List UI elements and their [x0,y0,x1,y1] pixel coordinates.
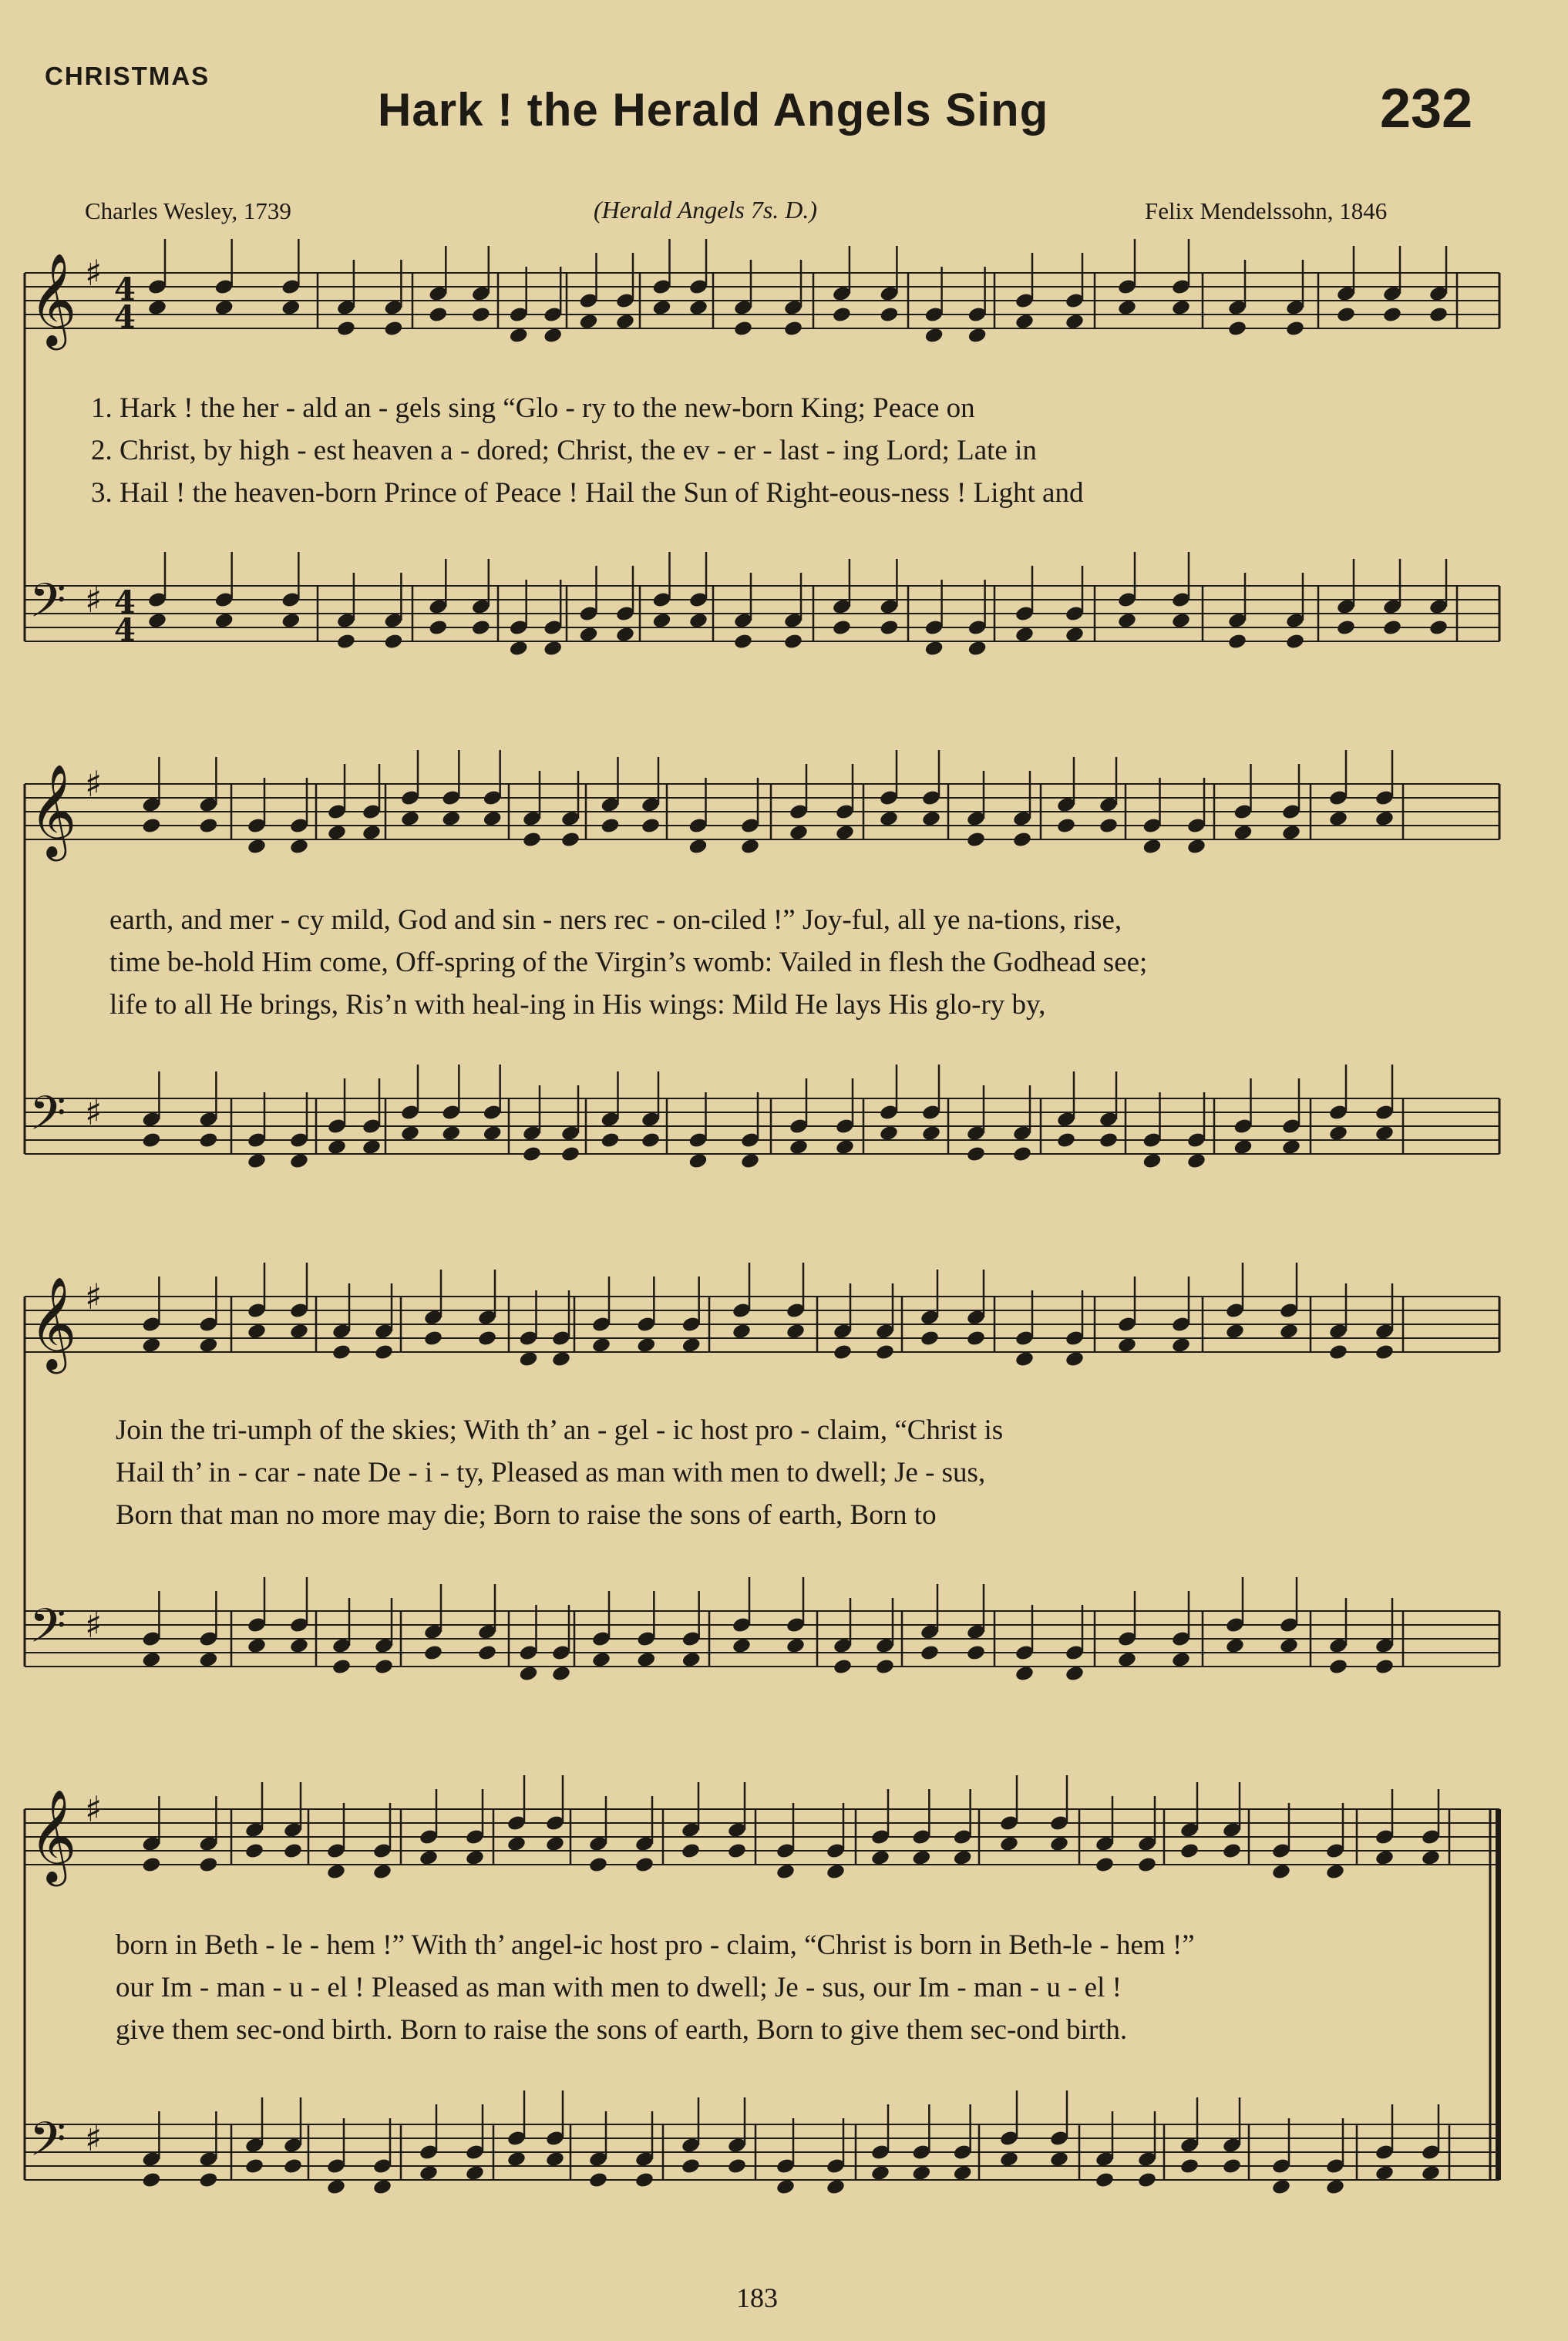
key-sharp: ♯ [85,1604,103,1646]
notehead [636,1651,656,1669]
notehead [214,612,234,630]
notehead [331,1344,352,1361]
notehead [591,1651,611,1669]
notehead [281,612,301,630]
notehead [953,1849,973,1867]
notehead [1233,824,1253,842]
notehead [247,1323,267,1340]
notehead [141,817,161,835]
notehead [1095,2171,1115,2189]
notehead [283,1842,303,1860]
notehead [331,1658,352,1676]
notehead [1056,817,1076,835]
notehead [543,640,563,658]
notehead [832,306,852,324]
notehead [141,1337,161,1354]
bass-clef: 𝄢 [29,1599,66,1665]
notehead [732,1323,752,1340]
notehead [1421,1849,1441,1867]
notehead [789,824,809,842]
notehead [1142,838,1162,856]
notehead [419,2164,439,2182]
notehead [1171,612,1191,630]
notehead [870,2164,890,2182]
notehead [198,817,218,835]
notehead [1428,619,1449,637]
composer-credit: Felix Mendelssohn, 1846 [1145,197,1388,224]
notehead [966,1330,986,1347]
notehead [483,1125,503,1142]
notehead [247,1637,267,1655]
notehead [214,299,234,317]
notehead [999,1835,1019,1853]
notehead [921,810,941,828]
notehead [1325,2178,1345,2196]
notehead [506,2151,527,2168]
notehead [789,1139,809,1156]
notehead [1065,626,1085,644]
notehead [1179,1842,1200,1860]
lyric-line: our Im - man - u - el ! Pleased as man with men to dwell; Je - sus, our Im - man - u - el ! [116,1972,1122,2003]
notehead [727,1842,747,1860]
notehead [641,817,661,835]
notehead [966,1644,986,1662]
notehead [372,1863,392,1881]
notehead [1375,1344,1395,1361]
bass-clef: 𝄢 [29,2112,66,2178]
notehead [999,2151,1019,2168]
notehead [1375,1658,1395,1676]
bass-clef: 𝄢 [29,1086,66,1152]
notehead [870,1849,890,1867]
notehead [1049,1835,1069,1853]
notehead [1186,838,1206,856]
notehead [879,619,899,637]
notehead [244,1842,264,1860]
treble-clef: 𝄞 [29,1276,77,1370]
notehead [1375,810,1395,828]
notehead [588,2171,608,2189]
notehead [615,626,635,644]
notehead [879,810,899,828]
notehead [733,633,753,651]
notehead [1328,1125,1348,1142]
notehead [506,1835,527,1853]
notehead [875,1344,895,1361]
notehead [551,1665,571,1683]
time-signature-bottom: 4 [114,612,136,648]
notehead [428,306,448,324]
key-sharp: ♯ [85,1788,103,1830]
notehead [419,1849,439,1867]
notehead [1328,1344,1348,1361]
page-number: 183 [736,2282,778,2313]
notehead [1049,2151,1069,2168]
notehead [776,1863,796,1881]
notehead [198,2171,218,2189]
notehead [1222,2158,1242,2175]
hymn-number: 232 [1380,78,1473,140]
notehead [826,1863,846,1881]
notehead [465,1849,485,1867]
notehead [588,1856,608,1874]
notehead [688,299,708,317]
notehead [147,612,167,630]
notehead [471,619,491,637]
notehead [1171,1337,1191,1354]
notehead [141,1856,161,1874]
notehead [591,1337,611,1354]
notehead [372,2178,392,2196]
notehead [1099,817,1119,835]
notehead [911,2164,931,2182]
notehead [400,810,420,828]
notehead [1285,320,1305,338]
author-credit: Charles Wesley, 1739 [85,197,291,224]
notehead [732,1637,752,1655]
notehead [1281,1139,1301,1156]
notehead [1271,1863,1291,1881]
notehead [681,1842,701,1860]
treble-clef: 𝄞 [29,763,77,857]
notehead [1117,299,1137,317]
notehead [966,831,986,849]
notehead [826,2178,846,2196]
notehead [688,612,708,630]
notehead [740,838,760,856]
notehead [465,2164,485,2182]
notehead [522,831,542,849]
notehead [578,626,598,644]
notehead [727,2158,747,2175]
notehead [560,831,580,849]
notehead [362,1139,382,1156]
notehead [244,2158,264,2175]
notehead [1014,1665,1035,1683]
notehead [428,619,448,637]
section-label: CHRISTMAS [45,62,210,90]
time-signature-top: 4 [114,271,136,308]
key-sharp: ♯ [85,1091,103,1133]
lyric-line: time be-hold Him come, Off-spring of the Virgin’s womb: Vailed in flesh the Godhead see; [109,947,1148,978]
notehead [1382,619,1402,637]
notehead [578,313,598,331]
notehead [1336,619,1356,637]
hymn-title: Hark ! the Herald Angels Sing [378,84,1049,136]
notehead [740,1152,760,1170]
notehead [920,1330,940,1347]
key-sharp: ♯ [85,252,103,294]
final-barline-thick [1496,1809,1501,2180]
notehead [1428,306,1449,324]
key-sharp: ♯ [85,579,103,621]
notehead [1065,313,1085,331]
notehead [247,1152,267,1170]
notehead [651,612,671,630]
notehead [681,1651,702,1669]
notehead [924,640,944,658]
notehead [688,838,708,856]
notehead [681,2158,701,2175]
notehead [1012,831,1032,849]
notehead [1336,306,1356,324]
notehead [283,2158,303,2175]
treble-clef: 𝄞 [29,252,77,346]
notehead [1117,612,1137,630]
lyric-line: earth, and mer - cy mild, God and sin - ners rec - on-ciled !” Joy-ful, all ye na-tions, rise, [109,904,1122,936]
notehead [879,306,899,324]
bass-clef: 𝄢 [29,573,66,640]
notehead [281,299,301,317]
notehead [600,817,620,835]
notehead [483,810,503,828]
tune-name: (Herald Angels 7s. D.) [594,196,818,224]
time-signature-top: 4 [114,584,136,621]
lyric-line: Born that man no more may die; Born to raise the sons of earth, Born to [116,1499,937,1531]
notehead [289,1637,309,1655]
notehead [1225,1323,1245,1340]
notehead [247,838,267,856]
notehead [1095,1856,1115,1874]
notehead [1056,1132,1076,1149]
lyric-line: born in Beth - le - hem !” With th’ angel-ic host pro - claim, “Christ is born in Beth-le - hem !” [116,1929,1195,1961]
notehead [833,1658,853,1676]
notehead [641,1132,661,1149]
notehead [1014,313,1035,331]
notehead [383,320,403,338]
notehead [966,1145,986,1163]
notehead [967,640,988,658]
notehead [423,1644,443,1662]
notehead [1099,1132,1119,1149]
notehead [1382,306,1402,324]
notehead [1171,299,1191,317]
key-sharp: ♯ [85,763,103,805]
notehead [543,327,563,345]
notehead [1375,2164,1395,2182]
lyric-line: Join the tri-umph of the skies; With th’ an - gel - ic host pro - claim, “Christ is [116,1414,1004,1446]
notehead [383,633,403,651]
notehead [879,1125,899,1142]
notehead [1421,2164,1441,2182]
notehead [198,1337,218,1354]
notehead [688,1152,708,1170]
key-sharp: ♯ [85,2117,103,2159]
notehead [560,1145,580,1163]
notehead [198,1651,218,1669]
notehead [509,327,529,345]
notehead [522,1145,542,1163]
notehead [1065,1350,1085,1368]
notehead [1014,626,1035,644]
notehead [921,1125,941,1142]
notehead [545,2151,565,2168]
notehead [615,313,635,331]
notehead [783,633,803,651]
notehead [1233,1139,1253,1156]
notehead [1328,810,1348,828]
notehead [141,2171,161,2189]
notehead [327,824,347,842]
notehead [400,1125,420,1142]
notehead [551,1350,571,1368]
notehead [1179,2158,1200,2175]
notehead [835,824,855,842]
notehead [1375,1849,1395,1867]
treble-clef: 𝄞 [29,1788,77,1882]
notehead [953,2164,973,2182]
notehead [1328,1658,1348,1676]
notehead [289,838,309,856]
notehead [600,1132,620,1149]
notehead [636,1337,656,1354]
notehead [423,1330,443,1347]
notehead [1171,1651,1191,1669]
notehead [786,1323,806,1340]
notehead [441,1125,461,1142]
notehead [336,320,356,338]
notehead [634,1856,654,1874]
lyric-line: Hail th’ in - car - nate De - i - ty, Pleased as man with men to dwell; Je - sus, [116,1457,986,1488]
notehead [289,1152,309,1170]
notehead [471,306,491,324]
time-signature-bottom: 4 [114,299,136,335]
notehead [1227,320,1247,338]
notehead [634,2171,654,2189]
notehead [1137,1856,1157,1874]
notehead [920,1644,940,1662]
notehead [875,1658,895,1676]
notehead [477,1644,497,1662]
notehead [362,824,382,842]
notehead [1117,1337,1137,1354]
notehead [786,1637,806,1655]
notehead [835,1139,855,1156]
notehead [1137,2171,1157,2189]
notehead [733,320,753,338]
notehead [1142,1152,1162,1170]
notehead [1279,1323,1299,1340]
notehead [1227,633,1247,651]
notehead [1271,2178,1291,2196]
notehead [289,1323,309,1340]
notehead [545,1835,565,1853]
notehead [141,1132,161,1149]
notehead [967,327,988,345]
notehead [374,1344,394,1361]
notehead [374,1658,394,1676]
notehead [1065,1665,1085,1683]
notehead [147,299,167,317]
notehead [1325,1863,1345,1881]
notehead [518,1665,538,1683]
notehead [441,810,461,828]
notehead [326,1863,346,1881]
notehead [1186,1152,1206,1170]
notehead [911,1849,931,1867]
notehead [1225,1637,1245,1655]
notehead [832,619,852,637]
notehead [326,2178,346,2196]
notehead [1012,1145,1032,1163]
notehead [1014,1350,1035,1368]
notehead [1117,1651,1137,1669]
notehead [1222,1842,1242,1860]
lyric-line: 3. Hail ! the heaven-born Prince of Peace ! Hail the Sun of Right-eous-ness ! Light and [91,477,1084,509]
lyric-line: 1. Hark ! the her - ald an - gels sing “Glo - ry to the new-born King; Peace on [91,392,975,424]
notehead [681,1337,702,1354]
notehead [336,633,356,651]
notehead [833,1344,853,1361]
notehead [198,1132,218,1149]
notehead [1375,1125,1395,1142]
notehead [518,1350,538,1368]
notehead [651,299,671,317]
notehead [327,1139,347,1156]
lyric-line: give them sec-ond birth. Born to raise the sons of earth, Born to give them sec-ond birth. [116,2014,1128,2046]
notehead [1281,824,1301,842]
notehead [924,327,944,345]
notehead [198,1856,218,1874]
lyric-line: 2. Christ, by high - est heaven a - dored; Christ, the ev - er - last - ing Lord; Late in [91,435,1037,466]
key-sharp: ♯ [85,1276,103,1317]
notehead [141,1651,161,1669]
notehead [783,320,803,338]
lyric-line: life to all He brings, Ris’n with heal-ing in His wings: Mild He lays His glo-ry by, [109,989,1046,1021]
notehead [509,640,529,658]
notehead [1285,633,1305,651]
notehead [477,1330,497,1347]
notehead [776,2178,796,2196]
notehead [1279,1637,1299,1655]
